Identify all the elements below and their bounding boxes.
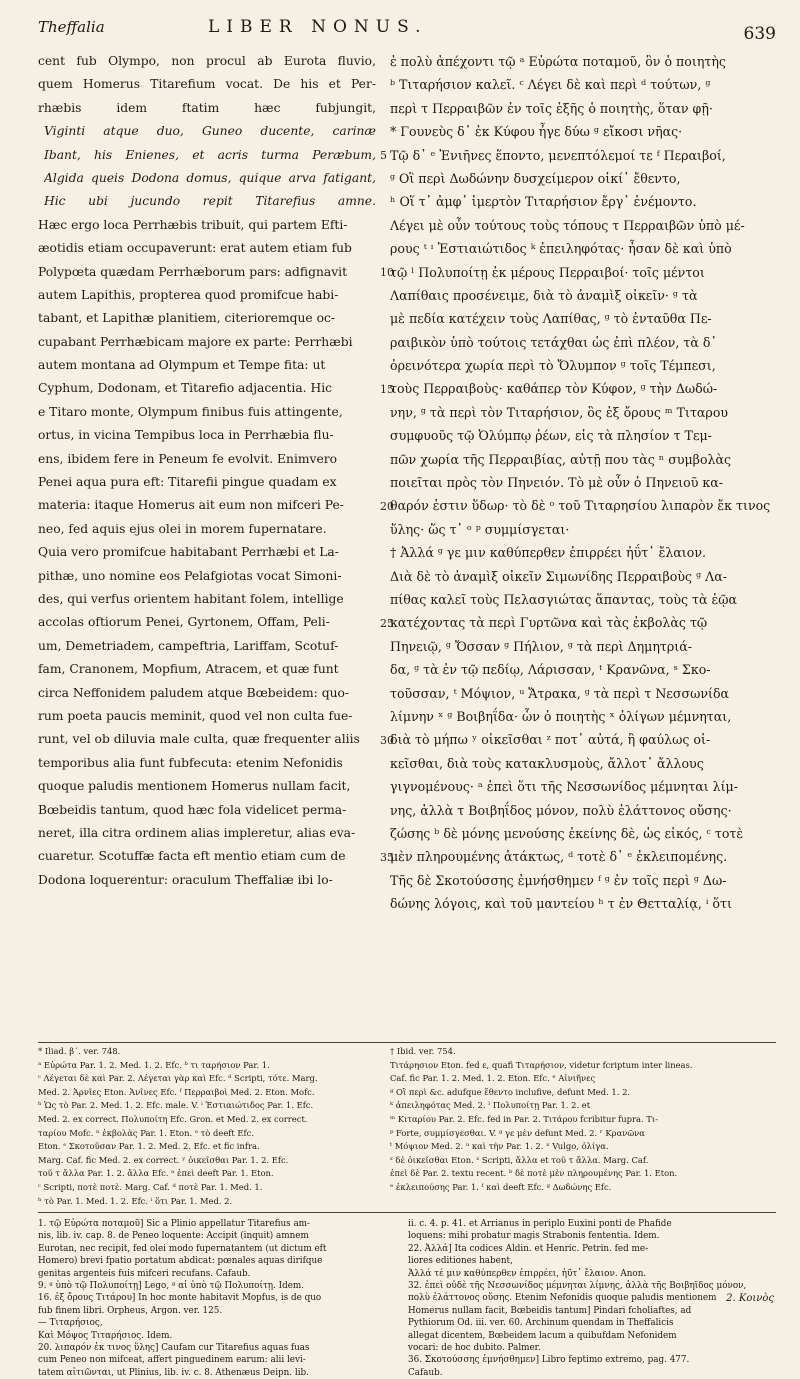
variant-note-line: ᵍ Οἳ περὶ &c. adufque ἔθεντο inclufive, defunt Med. 1. 2. xyxy=(390,1086,631,1097)
variant-note-line: † Ibid. ver. 754. xyxy=(390,1046,456,1056)
commentary-line: fub finem libri. Orpheus, Argon. ver. 125. xyxy=(38,1305,223,1316)
latin-verse-line: Algida queis Dodona domus, quique arva fatigant, xyxy=(44,170,376,185)
greek-text-line: τοὺς Περραιβοὺς· καθάπερ τὸν Κύφον, ᵍ τὴν Δωδώ- xyxy=(390,381,718,397)
greek-text-line: συμφυοῦς τῷ Ὀλύμπῳ ῥέων, εἰς τὰ πλησίον τ Τεμ- xyxy=(390,428,712,444)
greek-text-line: ὀρεινότερα χωρία περὶ τὸ Ὄλυμπον ᵍ τοῖς Τέμπεσι, xyxy=(390,358,716,374)
latin-text-line: Quia vero promifcue habitabant Perrhæbi et La- xyxy=(38,545,339,560)
greek-text-line: μὲν πληρουμένης ἀτάκτως, ᵈ τοτὲ δ᾽ ᵉ ἐκλειπομένης. xyxy=(390,849,728,865)
greek-text-line: λίμνην ˣ ᵍ Βοιβηΐδα· ὧν ὁ ποιητὴς ˣ ὀλίγων μέμνηται, xyxy=(390,708,732,724)
latin-text-line: rhæbis idem ftatim hæc fubjungit, xyxy=(38,100,376,115)
line-number: 25 xyxy=(380,616,394,630)
variant-note-line: ᵗ Μόψιον Med. 2. ᵘ καὶ τὴν Par. 1. 2. ˣ Vulgo, ὀλίγα. xyxy=(390,1141,609,1152)
latin-text-line: des, qui verfus orientem habitant folem, intellige xyxy=(38,591,344,606)
latin-text-line: neo, fed aquis ejus olei in morem fupernatare. xyxy=(38,521,327,536)
variant-note-line: ʰ Ὡς τὸ Par. 2. Med. 1. 2. Efc. male. V. ⁱ Ἑστιαιώτιδος Par. 1. Efc. xyxy=(38,1100,314,1111)
commentary-line: Homero) brevi fpatio portatum abdicat: pœnales aquas dirifque xyxy=(38,1256,323,1267)
variant-note-line: Eton. ˢ Σκοτοῦσαν Par. 1. 2. Med. 2. Efc. et fic infra. xyxy=(38,1141,260,1152)
latin-paragraph-main xyxy=(38,214,376,892)
latin-verse-quotation xyxy=(38,120,376,214)
greek-text-column xyxy=(390,50,778,915)
running-head-region: Theffalia xyxy=(38,18,105,36)
greek-text-line: δα, ᵍ τὰ ἐν τῷ πεδίῳ, Λάρισσαν, ᵗ Κρανῶνα, ˢ Σκο- xyxy=(390,662,711,678)
greek-text-line: ποιεῖται πρὸς τὸν Πηνειόν. Τὸ μὲ οὖν ὁ Πηνειοῦ κα- xyxy=(390,475,724,491)
line-number: 30 xyxy=(380,733,394,747)
greek-text-line: πίθας καλεῖ τοὺς Πελασγιώτας ἅπαντας, τοὺς τὰ ἑῷα xyxy=(390,591,738,607)
commentary-line: Homerus nullam facit, Bœbeidis tantum] Pindari fcholiaftes, ad xyxy=(408,1305,692,1316)
latin-text-line: Hæc ergo loca Perrhæbis tribuit, qui partem Efti- xyxy=(38,217,348,232)
latin-text-line: materia: itaque Homerus ait eum non mifceri Pe- xyxy=(38,498,344,513)
latin-text-line: Polypœta quædam Perrhæborum pars: adfignavit xyxy=(38,264,348,279)
latin-paragraph-intro xyxy=(38,50,376,120)
greek-text-line: τῷ ˡ Πολυποίτῃ ἐκ μέρους Περραιβοί· τοῖς μέντοι xyxy=(390,264,705,280)
greek-text-line: ὕλης· ὥς τ᾽ ᵒ ᵖ συμμίσγεται· xyxy=(390,521,570,537)
latin-text-line: cent fub Olympo, non procul ab Eurota fluvio, xyxy=(38,54,376,68)
variant-note-line: * Iliad. β΄. ver. 748. xyxy=(38,1046,121,1056)
greek-text-line: περὶ τ Περραιβῶν ἐν τοῖς ἑξῆς ὁ ποιητὴς, ὅταν φῇ· xyxy=(390,100,713,116)
commentary-line: 16. ἐξ ὄρους Τιτάρου] In hoc monte habitavit Mopfus, is de quo xyxy=(38,1293,322,1304)
greek-text-line: γιγνομένους· ᵃ ἐπεὶ ὅτι τῆς Νεσσωνίδος μέμνηται λίμ- xyxy=(390,779,739,795)
commentary-line: 36. Σκοτούσσης ἐμνήσθημεν] Libro feptimo extremo, pag. 477. xyxy=(408,1355,690,1366)
latin-text-line: quem Homerus Titarefium vocat. De his et Per- xyxy=(38,77,376,92)
commentary-line: vocari: de hoc dubito. Palmer. xyxy=(408,1342,541,1353)
variant-note-line: ᵏ ἀπειληφότας Med. 2. ˡ Πολυποίτῃ Par. 1. 2. et xyxy=(390,1100,591,1111)
commentary-line: 20. λιπαρόν ἐκ τινος ὕλης] Caufam cur Titarefius aquas fuas xyxy=(38,1342,310,1353)
greek-text-line: † Ἀλλά ᵍ γε μιν καθύπερθεν ἐπιρρέει ἠΰτ᾽ ἔλαιον. xyxy=(390,545,706,561)
commentary-line: cum Peneo non mifceat, affert pinguedinem earum: alii levi- xyxy=(38,1355,306,1366)
greek-text-line: ʰ Οἵ τ᾽ ἀμφ᾽ ἱμερτὸν Τιταρήσιον ἔργ᾽ ἐνέμοντο. xyxy=(390,194,697,210)
greek-text-line: τοῦσσαν, ᵗ Μόψιον, ᵘ Ἄτρακα, ᵍ τὰ περὶ τ Νεσσωνίδα xyxy=(390,685,730,701)
greek-text-line: Τῆς δὲ Σκοτούσσης ἐμνήσθημεν ᶠ ᵍ ἐν τοῖς περὶ ᵍ Δω- xyxy=(390,872,727,888)
latin-text-line: neret, illa citra ordinem alias impleretur, alias eva- xyxy=(38,825,356,840)
latin-text-line: ortus, in vicina Tempibus loca in Perrhæbia flu- xyxy=(38,428,334,443)
variant-readings-left xyxy=(38,1045,410,1208)
commentary-line: Καὶ Μόψος Τιταρήσιος. Idem. xyxy=(38,1330,173,1341)
variant-note-line: τοῦ τ ἄλλα Par. 1. 2. ἄλλα Efc. ᵃ ἐπεὶ deeft Par. 1. Eton. xyxy=(38,1168,274,1179)
commentary-rule xyxy=(38,1212,776,1213)
variant-note-line: Med. 2. Ἀρνῖες Eton. Ἀνῖνες Efc. ᶠ Περραιβοὶ Med. 2. Eton. Mofc. xyxy=(38,1086,315,1097)
greek-text-line: Λαπίθαις προσένειμε, διὰ τὸ ἀναμὶξ οἰκεῖν· ᵍ τὰ xyxy=(390,287,698,303)
latin-text-line: autem montana ad Olympum et Tempe fita: ut xyxy=(38,358,326,373)
commentary-line: nis, lib. iv. cap. 8. de Peneo loquente: Accipit (inquit) amnem xyxy=(38,1231,309,1242)
latin-text-line: Penei aqua pura eft: Titarefii pingue quadam ex xyxy=(38,475,337,490)
latin-text-line: Bœbeidis tantum, quod hæc fola videlicet perma- xyxy=(38,802,347,817)
commentary-left xyxy=(38,1218,396,1379)
variant-note-line: ἐπεὶ δὲ Par. 2. textu recent. ᵇ δὲ ποτὲ μὲν πληρουμένης Par. 1. Eton. xyxy=(390,1168,678,1179)
greek-paragraph xyxy=(390,50,778,915)
line-number: 15 xyxy=(380,382,394,396)
greek-text-line: πῶν χωρία τῆς Περραιβίας, αὐτῇ που τὰς ⁿ συμβολὰς xyxy=(390,451,732,467)
variant-readings-right xyxy=(390,1045,778,1195)
line-number: 10 xyxy=(380,265,394,279)
commentary-line: allegat dicentem, Bœbeidem lacum a quibufdam Nefonidem xyxy=(408,1330,677,1341)
footnote-rule xyxy=(38,1042,776,1043)
latin-text-line: ens, ibidem fere in Peneum fe evolvit. Enimvero xyxy=(38,451,338,466)
commentary-line: — Τιταρήσιος, xyxy=(38,1318,103,1329)
variant-note-line: Τιτάρησιον Eton. fed ε, quafi Τιταρήσιον, videtur fcriptum inter lineas. xyxy=(390,1059,693,1070)
latin-verse-line: Viginti atque duo, Guneo ducente, carinæ xyxy=(44,124,376,139)
commentary-right xyxy=(408,1218,778,1379)
commentary-line: πολὺ ἐλάττονος οὔσης. Etenim Nefonidis quoque paludis mentionem xyxy=(408,1293,717,1304)
variant-note-line: ᵉ ἐκλειπούσης Par. 1. ᶠ καὶ deeft Efc. ᵍ Δωδώνης Efc. xyxy=(390,1181,612,1192)
greek-text-line: νην, ᵍ τὰ περὶ τὸν Τιταρήσιον, ὃς ἐξ ὄρους ᵐ Τιταρου xyxy=(390,404,729,420)
variant-note-line: ᶜ Scripti, ποτὲ ποτὲ. Marg. Caf. ᵈ ποτὲ Par. 1. Med. 1. xyxy=(38,1181,263,1192)
greek-text-line: * Γουνεὺς δ᾽ ἐκ Κύφου ἦγε δύω ᵍ εἴκοσι νῆας· xyxy=(390,124,683,140)
latin-text-line: cupabant Perrhæbicam majore ex parte: Perrhæbi xyxy=(38,334,353,349)
latin-text-line: quoque paludis mentionem Homerus nullam facit, xyxy=(38,779,351,794)
commentary-line: 22. Ἀλλά] Ita codices Aldin. et Henric. Petrin. fed me- xyxy=(408,1243,649,1254)
commentary-line: Cafaub. xyxy=(408,1367,443,1378)
latin-text-line: cuaretur. Scotuffæ facta eft mentio etiam cum de xyxy=(38,849,346,864)
variant-note-line: ταρίου Mofc. ⁿ ἐκβολὰς Par. 1. Eton. ᵒ τὸ deeft Efc. xyxy=(38,1127,254,1138)
greek-text-line: κεῖσθαι, διὰ τοὺς κατακλυσμοὺς, ἄλλοτ᾽ ἄλλους xyxy=(390,755,704,771)
greek-text-line: κατέχοντας τὰ περὶ Γυρτῶνα καὶ τὰς ἐκβολὰς τῷ xyxy=(390,615,708,631)
latin-text-line: um, Demetriadem, campeftria, Lariffam, Scotuf- xyxy=(38,638,339,653)
greek-text-line: Τῷ δ᾽ ᵉ Ἐνιῆνες ἕποντο, μενεπτόλεμοί τε ᶠ Περαιβοί, xyxy=(390,147,726,163)
greek-text-line: ραιβικὸν ὑπὸ τούτοις τετάχθαι ὡς ἐπὶ πλέον, τὰ δ᾽ xyxy=(390,334,717,350)
greek-text-line: ρους ᵗ ᶦ Ἑστιαιώτιδος ᵏ ἐπειληφότας· ἦσαν δὲ καὶ ὑπὸ xyxy=(390,241,732,257)
latin-text-line: tabant, et Lapithæ planitiem, citerioremque oc- xyxy=(38,311,336,326)
commentary-line: genitas argenteis fuis mifceri recufans. Cafaub. xyxy=(38,1268,251,1279)
greek-text-line: ᵍ Οἳ περὶ Δωδώνην δυσχείμερον οἰκί᾽ ἔθεντο, xyxy=(390,170,681,186)
latin-text-line: accolas oftiorum Penei, Gyrtonem, Offam, Peli- xyxy=(38,615,330,630)
commentary-line: Ἀλλά τέ μιν καθύπερθεν ἐπιρρέει, ἠΰτ᾽ ἔλαιον. Anon. xyxy=(408,1268,647,1279)
commentary-line: loquens: mihi probatur magis Strabonis fententia. Idem. xyxy=(408,1231,660,1242)
latin-text-line: runt, vel ob diluvia male culta, quæ frequenter aliis xyxy=(38,732,360,747)
latin-text-line: e Titaro monte, Olympum finibus fuis attingente, xyxy=(38,404,343,419)
latin-text-line: pithæ, uno nomine eos Pelafgiotas vocat Simoni- xyxy=(38,568,342,583)
latin-verse-line: Ibant, his Enienes, et acris turma Peræbum, xyxy=(44,147,376,162)
greek-text-line: Λέγει μὲ οὖν τούτους τοὺς τόπους τ Περραιβῶν ὑπὸ μέ- xyxy=(390,217,745,233)
line-number: 5 xyxy=(380,148,387,162)
greek-text-line: ἐ πολὺ ἀπέχοντι τῷ ᵃ Εὐρώτα ποταμοῦ, ὃν ὁ ποιητὴς xyxy=(390,54,726,69)
latin-translation-column xyxy=(38,50,376,892)
greek-text-line: Διὰ δὲ τὸ ἀναμὶξ οἰκεῖν Σιμωνίδης Περραιβοὺς ᵍ Λα- xyxy=(390,568,727,584)
variant-note-line: ᵖ Forte, συμμίσγεσθαι. V. ᵍ γε μὲν defunt Med. 2. ʳ Κρανῶνα xyxy=(390,1127,645,1138)
commentary-line: tatem αἰτιῶνται, ut Plinius, lib. iv. c. 8. Athenæus Deipn. lib. xyxy=(38,1367,309,1378)
latin-text-line: æotidis etiam occupaverunt: erat autem etiam fub xyxy=(38,241,352,256)
latin-text-line: circa Neffonidem paludem atque Bœbeidem: quo- xyxy=(38,685,350,700)
greek-text-line: ᵇ Τιταρήσιον καλεῖ. ᶜ Λέγει δὲ καὶ περὶ ᵈ τούτων, ᵍ xyxy=(390,77,711,93)
greek-text-line: διὰ τὸ μήπω ʸ οἰκεῖσθαι ᶻ ποτ᾽ αὐτά, ἢ φαύλως οἰ- xyxy=(390,732,711,748)
variant-note-line: ᵃ Εὐρώτα Par. 1. 2. Med. 1. 2. Efc. ᵇ τι ταρήσιον Par. 1. xyxy=(38,1059,270,1070)
latin-text-line: rum poeta paucis meminit, quod vel non culta fue- xyxy=(38,708,353,723)
greek-text-line: δώνης λόγοις, καὶ τοῦ μαντείου ʰ τ ἐν Θετταλίᾳ, ⁱ ὅτι xyxy=(390,896,732,912)
commentary-line: 32. ἐπεὶ οὐδὲ τῆς Νεσσωνίδος μέμνηται λίμνης, ἀλλὰ τῆς Βοιβηΐδος μόνον, xyxy=(408,1280,747,1291)
commentary-line: Pythiorum Od. iii. ver. 60. Archinum quendam in Theffalicis xyxy=(408,1318,674,1329)
greek-text-line: ζώσης ᵇ δὲ μόνης μενούσης ἐκείνης δὲ, ὡς εἰκός, ᶜ τοτὲ xyxy=(390,825,744,841)
variant-note-line: Med. 2. ex correct. Πολυποίτη Efc. Gron. et Med. 2. ex correct. xyxy=(38,1113,308,1124)
greek-text-line: θαρόν ἐστιν ὕδωρ· τὸ δὲ ᵒ τοῦ Τιταρησίου λιπαρὸν ἔκ τινος xyxy=(390,498,771,514)
running-head xyxy=(38,12,776,44)
variant-note-line: ᵐ Κιταρίου Par. 2. Efc. fed in Par. 2. Τιτάρου fcribitur fupra. Τι- xyxy=(390,1113,658,1124)
greek-text-line: νης, ἀλλὰ τ Βοιβηΐδος μόνον, πολὺ ἐλάττονος οὔσης· xyxy=(390,802,732,818)
variant-note-line: ᶻ δὲ ὀικεῖσθαι Eton. ᶻ Scripti, ἄλλα et τοῦ τ ἄλλα. Marg. Caf. xyxy=(390,1154,649,1165)
commentary-line: liores editiones habent, xyxy=(408,1256,513,1267)
variant-note-line: Caf. fic Par. 1. 2. Med. 1. 2. Eton. Efc. ᵉ Αἰνιῆνες xyxy=(390,1073,596,1084)
line-number: 35 xyxy=(380,850,394,864)
variant-note-line: ʰ τὸ Par. 1. Med. 1. 2. Efc. ⁱ ὅτι Par. 1. Med. 2. xyxy=(38,1195,233,1206)
latin-text-line: Cyphum, Dodonam, et Titarefio adjacentia. Hic xyxy=(38,381,333,396)
catchword: 2. Κοινὸς xyxy=(726,1293,774,1304)
commentary-line: Eurotan, nec recipit, fed olei modo fupernatantem (ut dictum eft xyxy=(38,1243,327,1254)
page-number: 639 xyxy=(743,24,776,44)
greek-text-line: Πηνειῷ, ᵍ Ὄσσαν ᵍ Πήλιον, ᵍ τὰ περὶ Δημητριά- xyxy=(390,638,692,654)
commentary-line: 9. ᵍ ὑπὸ τῷ Πολυποίτῃ] Lego, ᵍ αἱ ὑπὸ τῷ Πολυποίτῃ. Idem. xyxy=(38,1280,305,1291)
commentary-line: 1. τῷ Εὐρώτα ποταμοῦ] Sic a Plinio appellatur Titarefius am- xyxy=(38,1219,310,1229)
commentary-line: ii. c. 4. p. 41. et Arrianus in periplo Euxini ponti de Phafide xyxy=(408,1219,672,1229)
line-number: 20 xyxy=(380,499,394,513)
latin-text-line: fam, Cranonem, Mopfium, Atracem, et quæ funt xyxy=(38,662,339,677)
running-head-title: LIBER NONUS. xyxy=(208,17,428,37)
variant-note-line: ᶜ Λέγεται δὲ καὶ Par. 2. Λέγεται γὰρ καὶ Efc. ᵈ Scripti, τότε. Marg. xyxy=(38,1073,318,1084)
latin-text-line: temporibus alia funt fubfecuta: etenim Nefonidis xyxy=(38,755,343,770)
greek-text-line: μὲ πεδία κατέχειν τοὺς Λαπίθας, ᵍ τὸ ἐνταῦθα Πε- xyxy=(390,311,712,327)
variant-note-line: Marg. Caf. fic Med. 2. ex correct. ʸ ὀικεῖσθαι Par. 1. 2. Efc. xyxy=(38,1154,289,1165)
latin-text-line: autem Lapithis, propterea quod promifcue habi- xyxy=(38,287,339,302)
latin-text-line: Dodona loquerentur: oraculum Theffaliæ ibi lo- xyxy=(38,872,333,887)
latin-verse-line: Hic ubi jucundo repit Titarefius amne. xyxy=(44,194,376,209)
